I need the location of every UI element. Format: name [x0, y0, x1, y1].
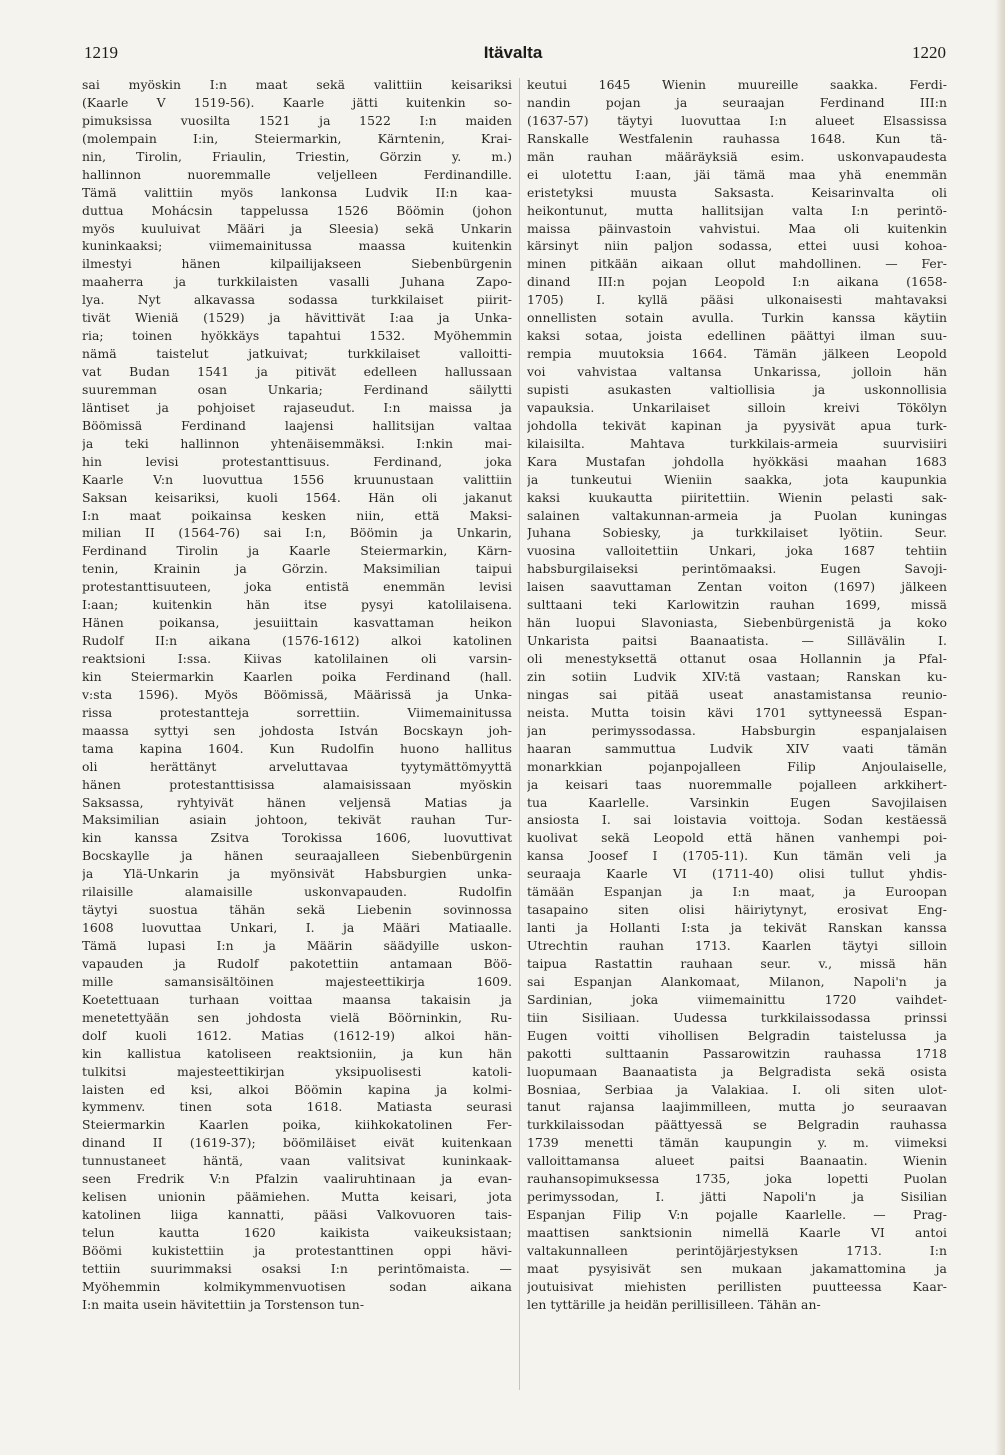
- text-line: hän luopui Slavoniasta, Siebenbürgenistä ja koko: [527, 615, 947, 631]
- text-line: kuninkaaksi; viimemainitussa maassa kuitenkin: [82, 238, 512, 254]
- text-line: supisti asukasten valtiollisia ja uskonnollisia: [527, 381, 947, 397]
- text-line: rilaisille alamaisille uskonvapauden. Rudolfin: [82, 884, 512, 900]
- text-line: Böömi kukistettiin ja protestanttinen oppi hävi-: [82, 1242, 512, 1258]
- text-line: Unkarista paitsi Baanaatista. — Sillävälin I.: [527, 633, 947, 649]
- text-line: ja keisari taas nuoremmalle pojalleen arkkihert-: [527, 776, 947, 792]
- text-line: rauhansopimuksessa 1735, joka lopetti Puolan: [527, 1171, 947, 1187]
- text-line: tiin Sisiliaan. Uudessa turkkilaissodassa prinssi: [527, 1009, 947, 1025]
- text-line: mille samansisältöinen majesteettikirja 1609.: [82, 973, 512, 989]
- text-line: voi vahvistaa valtansa Unkarissa, jolloin hän: [527, 364, 947, 379]
- text-line: perimyssodan, I. jätti Napoli'n ja Sisilian: [527, 1189, 947, 1205]
- text-line: kaksi sotaa, joista edellinen päättyi ilman suu-: [527, 328, 947, 344]
- text-line: lya. Nyt alkavassa sodassa turkkilaiset piirit-: [82, 292, 512, 308]
- text-line: Tämä valittiin myös lankonsa Ludvik II:n kaa-: [82, 184, 512, 200]
- text-line: duttua Mohácsin tappelussa 1526 Böömin (johon: [82, 202, 512, 218]
- text-line: ningas sai pitää useat anastamistansa reunio-: [527, 686, 947, 702]
- text-line: (molempain I:in, Steiermarkin, Kärntenin, Krai-: [82, 130, 512, 146]
- text-line: zin sotiin Ludvik XIV:tä vastaan; Ranskan ku-: [527, 668, 947, 684]
- text-line: vapauden ja Rudolf pakotettiin antamaan Böö-: [82, 955, 512, 971]
- text-line: kin kallistua katoliseen reaktsioniin, ja kun hän: [82, 1045, 512, 1061]
- text-line: turkkilaissodan päättyessä se Belgradin rauhassa: [527, 1117, 947, 1133]
- text-line: neista. Mutta toisin kävi 1701 syttyneessä Espan-: [527, 704, 947, 720]
- text-line: onnellisten sotain avulla. Turkin kanssa käytiin: [527, 310, 947, 326]
- text-line: keutui 1645 Wienin muureille saakka. Ferdi-: [527, 77, 947, 92]
- text-line: Maksimilian asiain johtoon, tekivät rauhan Tur-: [82, 812, 512, 828]
- text-line: hallinnon nuoremmalle veljelleen Ferdinandille.: [82, 166, 512, 182]
- text-line: monarkkian pojanpojalleen Filip Anjoulaiselle,: [527, 758, 947, 774]
- text-line: kärsinyt niin paljon sodassa, ettei uusi kohoa-: [527, 238, 947, 254]
- text-line: habsburgilaiseksi perintömaaksi. Eugen Savoji-: [527, 561, 947, 577]
- text-line: kuolivat sekä Leopold että hänen vanhempi poi-: [527, 830, 947, 846]
- text-line: protestanttisuuteen, joka entistä enemmän levisi: [82, 579, 512, 595]
- text-line: Bocskaylle ja hänen seuraajalleen Siebenbürgenin: [82, 848, 512, 864]
- text-line: (Kaarle V 1519-56). Kaarle jätti kuitenkin so-: [82, 94, 512, 110]
- text-line: tunnustaneet häntä, vaan valitsivat kuninkaak-: [82, 1153, 512, 1169]
- text-line: tettiin suurimmaksi osaksi I:n perintömaista. —: [82, 1260, 512, 1276]
- text-line: Myöhemmin kolmikymmenvuotisen sodan aikana: [82, 1278, 512, 1294]
- text-line: Koetettuaan turhaan voittaa maansa takaisin ja: [82, 991, 512, 1007]
- page-number-right: 1220: [912, 43, 946, 62]
- text-line: seen Fredrik V:n Pfalzin vaaliruhtinaan ja evan-: [82, 1171, 512, 1187]
- text-line: kin Steiermarkin Kaarlen poika Ferdinand (hall.: [82, 668, 512, 684]
- text-line: ria; toinen hyökkäys tapahtui 1532. Myöhemmin: [82, 328, 512, 344]
- text-line: ja teki hallinnon yhtenäisemmäksi. I:nkin mai-: [82, 435, 512, 451]
- text-line: len tyttärille ja heidän perillisilleen. Tähän an-: [527, 1296, 821, 1312]
- page-header: [80, 43, 946, 67]
- text-line: taipua Rastattin rauhaan seur. v., missä hän: [527, 955, 947, 971]
- text-line: läntiset ja pohjoiset rajaseudut. I:n maissa ja: [82, 399, 512, 415]
- text-line: sulttaani teki Karlowitzin rauhan 1699, missä: [527, 597, 947, 613]
- text-line: män rauhan määräyksiä esim. uskonvapaudesta: [527, 148, 947, 164]
- text-line: Kara Mustafan johdolla hyökkäsi maahan 1683: [527, 453, 947, 469]
- text-line: heikontunut, mutta hallitsijan valta I:n perintö-: [527, 202, 947, 218]
- text-line: reaktsioni I:ssa. Kiivas katolilainen oli varsin-: [82, 651, 512, 666]
- left-text-column: [82, 76, 512, 1396]
- text-line: dinand III:n pojan Leopold I:n aikana (1658-: [527, 274, 947, 290]
- text-line: tulkitsi majesteettikirjan yksipuolisesti katoli-: [82, 1063, 512, 1079]
- page-edge-shadow: [995, 0, 1005, 1455]
- text-line: nämä taistelut jatkuivat; turkkilaiset valloitti-: [82, 346, 512, 362]
- text-line: Tämä lupasi I:n ja Määrin säädyille uskon-: [82, 938, 512, 953]
- text-line: tanut rajansa laajimmilleen, mutta jo seuraavan: [527, 1099, 947, 1115]
- text-line: tama kapina 1604. Kun Rudolfin huono hallitus: [82, 740, 512, 756]
- text-line: joutuisivat miehisten perillisten puutteessa Kaar-: [527, 1278, 947, 1294]
- text-line: tua Kaarlelle. Varsinkin Eugen Savojilaisen: [527, 794, 947, 810]
- text-line: ei ulotettu I:aan, jäi tämä maa yhä enemmän: [527, 166, 947, 182]
- text-line: tämään Espanjan ja I:n maat, ja Euroopan: [527, 884, 947, 900]
- text-line: valloittamansa alueet paitsi Baanaatin. Wienin: [527, 1153, 947, 1169]
- text-line: tenin, Krainin ja Görzin. Maksimilian taipui: [82, 561, 512, 577]
- text-line: vuosina valloitettiin Unkari, joka 1687 tehtiin: [527, 543, 947, 559]
- text-line: (1637-57) täytyi luovuttaa I:n alueet Elsassissa: [527, 112, 947, 128]
- text-line: nandin pojan ja seuraajan Ferdinand III:n: [527, 94, 947, 110]
- text-line: laisten ed ksi, alkoi Böömin kapina ja kolmi-: [82, 1081, 512, 1097]
- text-line: telun kautta 1620 kaikista vaikeuksistaan;: [82, 1225, 512, 1240]
- text-line: dinand II (1619-37); böömiläiset eivät kuitenkaan: [82, 1135, 512, 1151]
- text-line: katolinen liiga kannatti, pääsi Valkovuoren tais-: [82, 1207, 512, 1223]
- text-line: ja Ylä-Unkarin ja myönsivät Habsburgien unka-: [82, 866, 512, 882]
- text-line: 1608 luovuttaa Unkari, I. ja Määri Matiaalle.: [82, 920, 512, 936]
- page-number-left: 1219: [84, 43, 118, 62]
- text-line: Utrechtin rauhan 1713. Kaarlen täytyi silloin: [527, 938, 947, 953]
- text-line: pakotti sulttaanin Passarowitzin rauhassa 1718: [527, 1045, 947, 1061]
- text-line: I:aan; kuitenkin hän itse pysyi katolilaisena.: [82, 597, 512, 613]
- text-line: Rudolf II:n aikana (1576-1612) alkoi katolinen: [82, 633, 512, 649]
- text-line: laisen saavuttaman Zentan voiton (1697) jälkeen: [527, 579, 947, 595]
- text-line: Eugen voitti vihollisen Belgradin taistelussa ja: [527, 1027, 947, 1043]
- text-line: maissa päinvastoin vahvistui. Maa oli kuitenkin: [527, 220, 947, 236]
- text-line: rissa protestantteja sorrettiin. Viimemainitussa: [82, 704, 512, 720]
- text-line: pimuksissa vuosilta 1521 ja 1522 I:n maiden: [82, 112, 512, 128]
- column-divider: [519, 78, 520, 1390]
- text-line: 1705) I. kyllä pääsi ulkonaisesti mahtavaksi: [527, 292, 947, 308]
- text-line: luopumaan Baanaatista ja Belgradista sekä osista: [527, 1063, 947, 1079]
- text-line: nin, Tirolin, Friaulin, Triestin, Görzin y. m.): [82, 148, 512, 164]
- text-line: jan perimyssodassa. Habsburgin espanjalaisen: [527, 722, 947, 738]
- text-line: Juhana Sobiesky, ja turkkilaiset lyötiin. Seur.: [527, 525, 947, 541]
- text-line: kaksi kuukautta piiritettiin. Wienin pelasti sak-: [527, 489, 947, 505]
- text-line: ilmestyi hänen kilpailijakseen Siebenbürgenin: [82, 256, 512, 272]
- text-line: kilaisilta. Mahtava turkkilais-armeia suurvisiiri: [527, 435, 947, 451]
- text-line: tasapaino siten olisi häiriytynyt, erosivat Eng-: [527, 902, 947, 918]
- text-line: hin levisi protestanttisuus. Ferdinand, joka: [82, 453, 512, 469]
- text-line: Bosniaa, Serbiaa ja Valakiaa. I. oli siten ulot-: [527, 1081, 947, 1097]
- text-line: Böömissä Ferdinand laajensi hallitsijan valtaa: [82, 417, 512, 433]
- text-line: eristetyksi muusta Saksasta. Keisarinvalta oli: [527, 184, 947, 200]
- text-line: minen pitkään aikaan ollut mahdollinen. — Fer-: [527, 256, 947, 272]
- text-line: suuremman osan Unkaria; Ferdinand säilytti: [82, 381, 512, 397]
- text-line: ja tunkeutui Wieniin saakka, jota kaupunkia: [527, 471, 947, 487]
- text-line: ansiosta I. sai loistavia voittoja. Sodan kestäessä: [527, 812, 947, 828]
- text-line: kansa Joosef I (1705-11). Kun tämän veli ja: [527, 848, 947, 864]
- text-line: tivät Wieniä (1529) ja hävittivät I:aa ja Unka-: [82, 310, 512, 326]
- text-line: Steiermarkin Kaarlen poika, kiihkokatolinen Fer-: [82, 1117, 512, 1133]
- text-line: I:n maita usein hävitettiin ja Torstenson tun-: [82, 1296, 365, 1312]
- text-line: Saksan keisariksi, kuoli 1564. Hän oli jakanut: [82, 489, 512, 505]
- text-line: v:sta 1596). Myös Böömissä, Määrissä ja Unka-: [82, 686, 512, 702]
- text-line: rempia muutoksia 1664. Tämän jälkeen Leopold: [527, 346, 947, 362]
- right-text-column: [527, 76, 947, 1396]
- text-line: Kaarle V:n luovuttua 1556 kruunustaan valittiin: [82, 471, 512, 487]
- text-line: 1739 menetti tämän kaupungin y. m. viimeksi: [527, 1135, 947, 1151]
- text-line: johdolla tekivät kapinan ja pyysivät apua turk-: [527, 417, 947, 433]
- text-line: lanti ja Hollanti I:sta ja tekivät Ranskan kanssa: [527, 920, 947, 936]
- text-line: Sardinian, joka viimemainittu 1720 vaihdet-: [527, 991, 947, 1007]
- text-line: valtakunnalleen perintöjärjestyksen 1713. I:n: [527, 1242, 947, 1258]
- text-line: oli menestyksettä ottanut osaa Hollannin ja Pfal-: [527, 651, 947, 666]
- text-line: sai myöskin I:n maat sekä valittiin keisariksi: [82, 77, 512, 92]
- text-line: sai Espanjan Alankomaat, Milanon, Napoli'n ja: [527, 973, 947, 989]
- text-line: seuraaja Kaarle VI (1711-40) olisi tullut yhdis-: [527, 866, 947, 882]
- text-line: menetettyään sen johdosta vielä Böörninkin, Ru-: [82, 1009, 512, 1025]
- text-line: kymmenv. tinen sota 1618. Matiasta seurasi: [82, 1099, 512, 1115]
- text-line: Saksassa, ryhtyivät hänen veljensä Matias ja: [82, 794, 512, 810]
- text-line: Ranskalle Westfalenin rauhassa 1648. Kun tä-: [527, 130, 947, 146]
- text-line: salainen valtakunnan-armeia ja Puolan kuningas: [527, 507, 947, 523]
- text-line: kelisen unionin päämiehen. Mutta keisari, jota: [82, 1189, 512, 1205]
- text-line: Hänen poikansa, jesuiittain kasvattaman heikon: [82, 615, 512, 631]
- text-line: maattisen sanktsionin nimellä Kaarle VI antoi: [527, 1225, 947, 1240]
- text-line: milian II (1564-76) sai I:n, Böömin ja Unkarin,: [82, 525, 512, 541]
- running-title: Itävalta: [483, 43, 543, 62]
- text-line: vapauksia. Unkarilaiset silloin kreivi Tökölyn: [527, 399, 947, 415]
- text-line: kin kanssa Zsitva Torokissa 1606, luovuttivat: [82, 830, 512, 846]
- text-line: hänen protestanttisissa alamaisissaan myöskin: [82, 776, 512, 792]
- text-line: Espanjan Filip V:n pojalle Kaarlelle. — Prag-: [527, 1207, 947, 1223]
- text-line: maat pysyisivät sen mukaan jakamattomina ja: [527, 1260, 947, 1276]
- text-line: dolf kuoli 1612. Matias (1612-19) alkoi hän-: [82, 1027, 512, 1043]
- text-line: haaran sammuttua Ludvik XIV vaati tämän: [527, 740, 947, 756]
- text-line: Ferdinand Tirolin ja Kaarle Steiermarkin, Kärn-: [82, 543, 512, 559]
- text-line: myös kuuluivat Määri ja Sleesia) sekä Unkarin: [82, 220, 512, 236]
- text-line: vat Budan 1541 ja pitivät edelleen hallussaan: [82, 364, 512, 379]
- text-line: oli herättänyt arveluttavaa tyytymättömyyttä: [82, 758, 512, 774]
- text-line: maassa syttyi sen johdosta István Bocskayn joh-: [82, 722, 512, 738]
- text-line: I:n maat poikainsa kesken niin, että Maksi-: [82, 507, 512, 523]
- text-line: maaherra ja turkkilaisten vasalli Juhana Zapo-: [82, 274, 512, 290]
- text-line: täytyi suostua tähän sekä Liebenin sovinnossa: [82, 902, 512, 918]
